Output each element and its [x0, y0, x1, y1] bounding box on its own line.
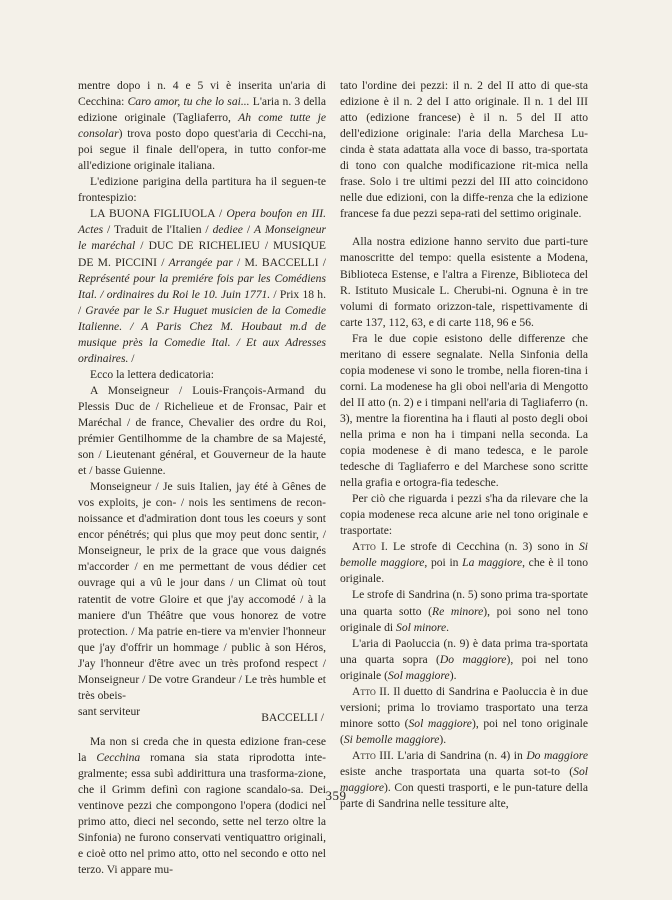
text-run: Ecco la lettera dedicatoria:: [90, 367, 214, 381]
paragraph: [340, 539, 588, 587]
paragraph: [78, 174, 326, 206]
act-heading: Atto II.: [352, 684, 390, 698]
text-run: ), poi nel tono originale (: [340, 652, 588, 682]
italic-text: Do maggiore: [526, 748, 588, 762]
italic-text: dediee: [212, 223, 243, 237]
paragraph: [78, 383, 326, 479]
text-run: A Monseigneur / Louis-François-Armand du Plessis Duc de / Richelieue et de Fronsac, Pair et Maréchal / de france, Chevalier des ordre du Roi, prémier Gentilhomme de la chambre de sa Majesté, son / Lieutenant général, et Gouverneur de la haute et / basse Guienne.: [78, 383, 326, 478]
text-run: ).: [449, 668, 457, 682]
text-run: , che è il tono originale.: [340, 556, 588, 586]
text-run: romana sia stata riprodotta inte-gralmente; essa subì addirittura una trasforma-zione, che il Grimm definì con ragione scandalo-sa. Dei ventinove pezzi che compongono l'opera (dodici nel primo atto, dieci nel secondo, sette nel terzo oltre la Sinfonia) ne furono conservati ventiquattro originali, e cioè otto nel primo atto, otto nel secondo e otto nel terzo. Vi appare mu-: [78, 750, 326, 877]
text-run: Ma non si creda che in questa edizione fran-cese la: [78, 734, 326, 764]
signature-closing: sant serviteur: [78, 704, 141, 718]
text-run: /: [128, 351, 135, 365]
text-run: Le strofe di Sandrina (n. 5) sono prima tra-sportate una quarta sotto (: [340, 588, 588, 618]
text-run: /: [242, 223, 254, 237]
text-run: .: [446, 620, 450, 634]
italic-text: Sol maggiore: [387, 668, 450, 682]
text-run: Per ciò che riguarda i pezzi s'ha da rilevare che la copia modenese reca alcune arie nel tono originale e trasportate:: [340, 492, 588, 538]
italic-text: Gravée par le S.r Huguet musicien de la Comedie Italienne. / A Paris Chez M. Houbaut m.d de musique près la Comedie Ital. / Et aux Adresses ordinaires.: [78, 303, 326, 365]
act-heading: Atto I.: [352, 540, 388, 554]
text-run: ), poi nel tono originale (: [340, 716, 588, 746]
text-run: esiste anche trasportata una quarta sot-to (: [340, 764, 574, 778]
italic-text: Si bemolle maggiore: [343, 732, 440, 746]
paragraph: [340, 234, 588, 330]
text-run: , poi in: [424, 556, 463, 570]
italic-text: Sol maggiore: [340, 764, 588, 795]
text-run: Fra le due copie esistono delle differenze che meritano di essere segnalate. Nella Sinfonia della copia modenese vi sono le trombe, nella fioren-tina i corni. La modenese ha gli oboi nell'aria di Mengotto del II atto (n. 2) e i timpani nell'aria di Tagliaferro (n. 3), mentre la fiorentina ha i flauti al posto degli oboi nella prima e non ha i timpani nella seconda. La copia modenese è di mano tedesca, e le parole tedesche di Tagliaferro e del Marchese sono scritte nella grafia e ortogra-fia tedesche.: [340, 331, 588, 490]
paragraph: [78, 367, 326, 383]
italic-text: Cecchina: [96, 750, 141, 764]
italic-text: Si bemolle maggiore: [340, 540, 589, 570]
text-run: L'aria n. 3 della edizione originale (Tagliaferro,: [78, 95, 326, 125]
text-run: ), poi sono nel tono originale di: [340, 604, 588, 634]
right-column: [340, 78, 588, 812]
italic-text: Do maggiore: [439, 652, 507, 666]
italic-text: Opera boufon en III. Actes: [78, 207, 326, 237]
text-run: / M. BACCELLI /: [232, 255, 327, 269]
italic-text: Re minore: [431, 604, 484, 618]
text-run: tato l'ordine dei pezzi: il n. 2 del II atto di que-sta edizione è il n. 2 del I atto originale. Il n. 1 del III atto (edizione francese) è il n. 5 del II atto dell'edizione originale: l'aria della Marchesa Lu-cinda è stata adattata alla voce di basso, tra-sportata di tono con qualche modificazione rit-mica nella frase. Solo i tre ultimi pezzi del III atto coincidono nelle due edizioni, con la diffe-renza che la edizione francese fa due pezzi sepa-rati del settimo originale.: [340, 79, 588, 221]
text-run: Alla nostra edizione hanno servito due parti-ture manoscritte del tempo: quella esistente a Modena, Biblioteca Estense, e l'altra a Firenze, Biblioteca del R. Istituto Musicale L. Cherubi-ni. Ognuna è in tre volumi di formato orizzon-tale, rispettivamente di carte 137, 112, 63, e di carte 118, 96 e 56.: [340, 235, 588, 329]
signature-name: BACCELLI /: [261, 710, 324, 724]
text-run: / DUC DE RICHELIEU / MUSIQUE DE M. PICCINI /: [78, 239, 327, 269]
text-run: ) trova posto dopo quest'aria di Cecchi-na, poi segue il finale dell'opera, in tutto confor-me all'edizione originale italiana.: [78, 127, 326, 173]
text-run: L'aria di Paoluccia (n. 9) è data prima tra-sportata una quarta sopra (: [340, 636, 588, 666]
paragraph: [340, 587, 588, 635]
text-run: mentre dopo i n. 4 e 5 vi è inserita un'aria di Cecchina:: [78, 79, 326, 109]
left-column: [78, 78, 326, 878]
text-run: LA BUONA FIGLIUOLA /: [90, 207, 227, 221]
page-number: 359: [325, 788, 347, 803]
italic-text: Représenté pour la premiére fois par les Comédiens Ital. / ordinaires du Roi le 10. Juin 1771.: [78, 271, 326, 301]
paragraph: [340, 684, 588, 748]
text-run: Il duetto di Sandrina e Paoluccia è in due versioni; prima lo troviamo trasportato una terza minore sotto (: [340, 684, 588, 730]
text-run: Monseigneur / Je suis Italien, jay été à Gênes de vos exploits, je con- / nois les sentimens de recon-noissance et d'admiration dont tous les coeurs y sont encor pénétrés; qui plus que moy peut donc sentir, / Monseigneur, le prix de la grace que vous daignés m'accorder / en me permettant de vous dédier cet ouvrage qui a vû le jour dans / un Climat où tout ratentit de votre Gloire et que j'ay accomodé / à la maniere d'un Théâtre que vous honorez de votre protection. / Ma patrie en-tiere va m'envier l'honneur que j'ay d'offrir un hommage / public à son Héros, J'ay l'honneur d'être avec un très profond respect / Monseigneur / De votre Grandeur / Le très humble et très obeis-: [78, 480, 326, 702]
italic-text: Arrangée par: [168, 255, 233, 269]
italic-text: A Monseigneur le maréchal: [78, 223, 326, 253]
paragraph: [340, 78, 588, 222]
italic-text: Ah come tutte je consolar: [78, 111, 326, 141]
text-run: L'aria di Sandrina (n. 4) in: [393, 748, 527, 762]
text-run: / Traduit de l'Italien /: [103, 223, 213, 237]
act-heading: Atto III.: [352, 748, 394, 762]
paragraph: [78, 734, 326, 878]
signature-line: [78, 704, 326, 726]
paragraph: [78, 78, 326, 174]
paragraph: [340, 491, 588, 539]
text-run: Le strofe di Cecchina (n. 3) sono in: [387, 540, 579, 554]
text-run: L'edizione parigina della partitura ha il seguen-te frontespizio:: [78, 175, 326, 205]
paragraph: [340, 636, 588, 684]
text-run: / Prix 18 h. /: [78, 287, 326, 317]
text-run: ).: [439, 732, 447, 746]
paragraph: [340, 331, 588, 491]
text-run: ). Con questi trasporti, e le pun-tature della parte di Sandrina nelle tessiture alte,: [340, 781, 588, 811]
italic-text: Sol minore: [396, 620, 447, 634]
italic-text: La maggiore: [462, 556, 523, 570]
paragraph: [78, 479, 326, 704]
italic-text: Caro amor, tu che lo sai...: [127, 95, 250, 109]
paragraph: [78, 206, 326, 366]
italic-text: Sol maggiore: [408, 716, 472, 730]
